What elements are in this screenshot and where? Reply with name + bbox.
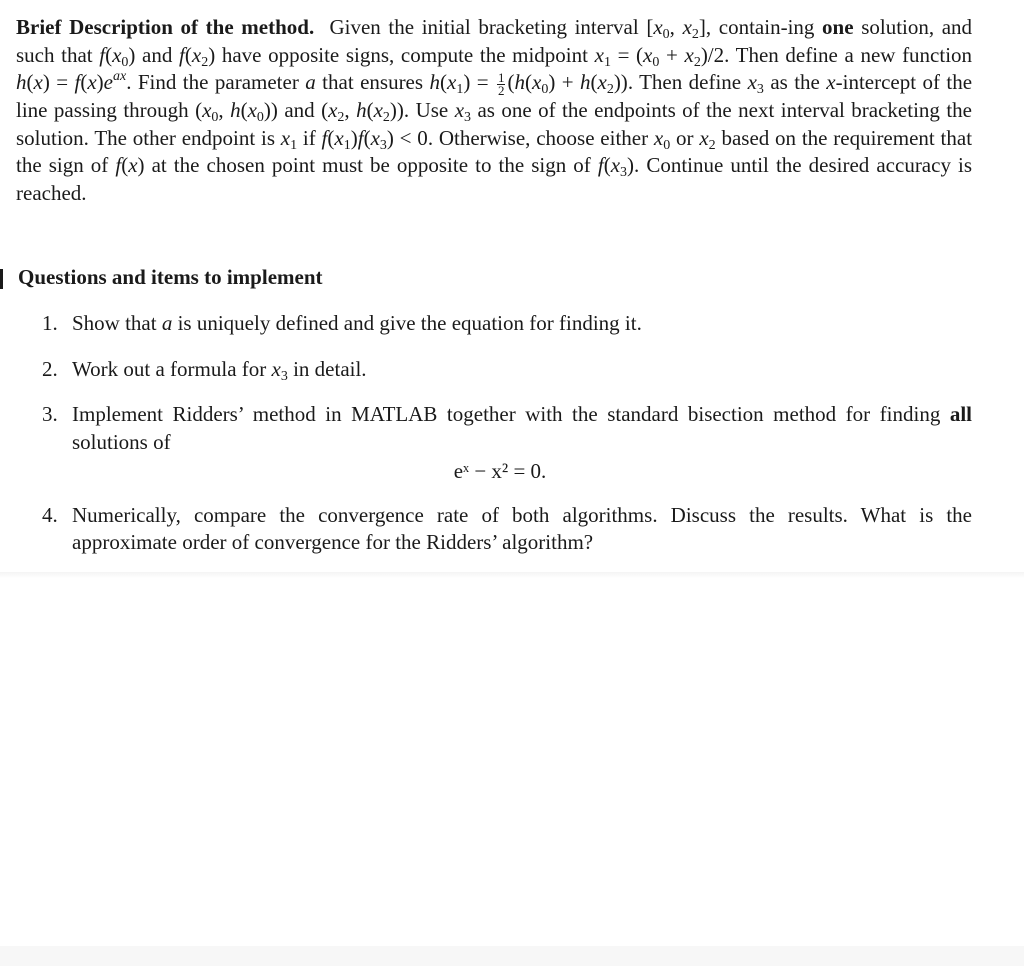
text-segment: . Use — [403, 98, 449, 122]
bottom-edge-bar — [0, 946, 1024, 966]
method-paragraph: Brief Description of the method. Given the initial bracketing interval [$x_0$, $x_2$], contain-ing one solution, and such that $f(x_0)$ and $f(x_2)$ have opposite signs, compute the midpoint $x_1 = (x_0 + x_2)/2$. Then define a new function $h(x) = f(x)e^{ax}$. Find the parameter a that ensures $h(x_1)$ = $\frac{1}{2}$ $(h(x_0) + h(x_2))$. Then define $x_3$ as the x-intercept of the line passing through ($x_0$, $h(x_0)$) and ($x_2$, $h(x_2)$). Use $x_3$ as one of the endpoints of the next interval bracketing the solution. The other endpoint is $x_1$ if $f(x_1)f(x_3) < 0$. Otherwise, choose either $x_0$ or $x_2$ based on the requirement that the sign of f(x) at the chosen point must be opposite to the sign of $f(x_3)$. Continue until the desired accuracy is reached. — [16, 15, 973, 205]
item-number: 4. — [42, 502, 58, 527]
text-segment: that ensures — [322, 70, 424, 94]
text-segment: . Then define — [627, 70, 742, 94]
text-segment: as one of the endpoints of the next interval bracketing the solution. The other endpoint is — [16, 98, 972, 150]
text-segment: . Then define a new function — [724, 42, 973, 67]
text-segment: have opposite signs, compute the midpoint — [221, 42, 588, 67]
content-edge-shadow — [0, 572, 1024, 578]
display-equation: eˣ − x² = 0. — [453, 459, 547, 483]
text-segment: or — [676, 125, 694, 150]
emphasis-one: one — [822, 15, 854, 39]
item-text: Implement Ridders’ method in MATLAB together with the standard bisection method for finding — [72, 402, 941, 426]
text-segment: and — [142, 42, 173, 67]
item-number: 3. — [42, 402, 58, 426]
item-text: solutions of — [72, 429, 171, 454]
text-segment: . Continue until the desired accuracy is reached. — [16, 153, 973, 205]
item-number: 2. — [42, 356, 58, 381]
emphasis-all: all — [949, 402, 973, 426]
item-number: 1. — [42, 311, 58, 335]
item-text: Work out a formula for — [72, 356, 267, 381]
list-item — [42, 401, 972, 486]
list-item: 1. Show that a is uniquely defined and give the equation for finding it. — [42, 310, 972, 338]
questions-list — [42, 310, 972, 557]
item-text: in detail. — [293, 356, 367, 381]
one-half-fraction: $\frac{1}{2}$ — [497, 70, 505, 98]
list-item: 2. Work out a formula for $x_3$ in detail. — [42, 356, 367, 384]
item-text: Show that — [72, 311, 157, 335]
method-description — [16, 14, 972, 207]
text-segment: Given the initial bracketing interval — [329, 15, 639, 39]
text-segment: and — [284, 98, 315, 122]
section-title: Questions and items to implement — [18, 265, 323, 289]
list-item — [42, 502, 972, 557]
text-segment: . Find the parameter — [126, 70, 299, 94]
text-segment: as the — [770, 70, 820, 94]
item-text: is uniquely defined and give the equation for finding it. — [177, 311, 642, 335]
text-segment: -intercept of the line passing through — [16, 70, 973, 122]
text-segment: . Otherwise, choose either — [427, 125, 649, 150]
text-segment: based on the requirement that the sign of — [16, 125, 973, 177]
section-marker-bar — [0, 269, 3, 289]
method-heading: Brief Description of the method. — [16, 15, 315, 39]
text-segment: if — [302, 125, 316, 150]
item-text: Numerically, compare the convergence rate of both algorithms. Discuss the results. What is the approximate order of convergence for the Ridders’ algorithm? — [72, 502, 972, 554]
text-segment: contain-ing — [718, 15, 815, 39]
text-segment: at the chosen point must be opposite to the sign of — [151, 153, 591, 177]
text-segment: solution, and such that — [16, 15, 973, 67]
